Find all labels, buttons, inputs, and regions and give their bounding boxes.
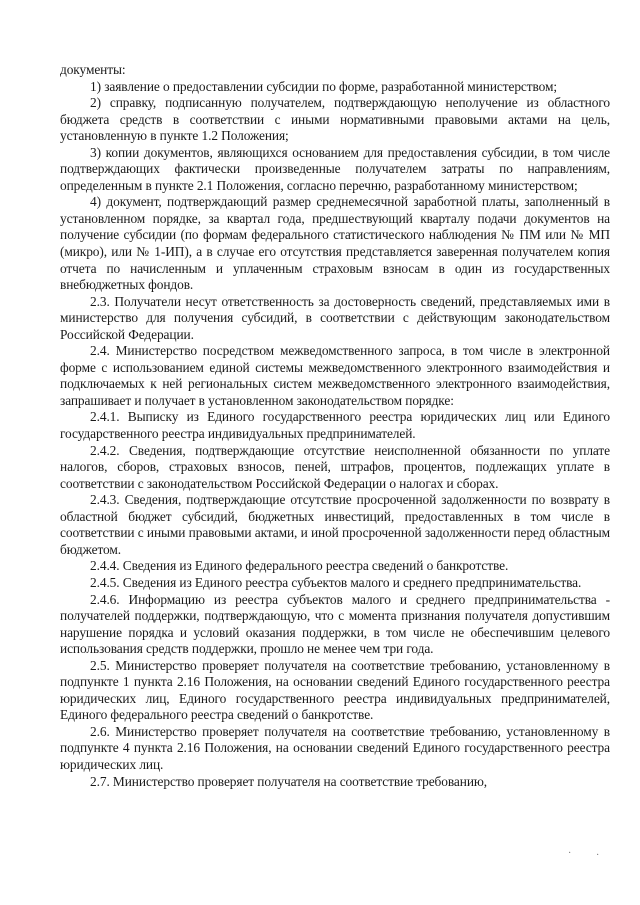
paragraph-2-4-1: 2.4.1. Выписку из Единого государственного реестра юридических лиц или Единого государственного реестра индивидуальных предпринимателей. bbox=[60, 409, 610, 442]
paragraph-2-4-6: 2.4.6. Информацию из реестра субъектов малого и среднего предпринимательства - получателей поддержки, подтверждающую, что с момента признания получателя допустившим нарушение порядка и условий оказания поддержки, в том числе не обеспечившим целевого использования средств поддержки, прошло не менее чем три года. bbox=[60, 591, 610, 657]
paragraph-2-7: 2.7. Министерство проверяет получателя на соответствие требованию, bbox=[90, 773, 488, 789]
paragraph-2-4: 2.4. Министерство посредством межведомственного запроса, в том числе в электронной форме с использованием единой системы межведомственного электронного взаимодействия и подключаемых к ней региональных систем межведомственного электронного взаимодействия, запрашивает и получает в установленном законодательством порядке: bbox=[60, 343, 610, 408]
paragraph-2-4-5: 2.4.5. Сведения из Единого реестра субъектов малого и среднего предпринимательства. bbox=[90, 574, 582, 590]
paragraph-2-4-2: 2.4.2. Сведения, подтверждающие отсутствие неисполненной обязанности по уплате налогов, сборов, страховых взносов, пеней, штрафов, процентов, подлежащих уплате в соответствии с законодательством Российской Федерации о налогах и сборах. bbox=[60, 442, 610, 491]
document-body bbox=[60, 62, 610, 790]
paragraph-2-6: 2.6. Министерство проверяет получателя на соответствие требованию, установленному в подпункте 4 пункта 2.16 Положения, на основании сведений Единого государственного реестра юридических лиц. bbox=[60, 723, 610, 772]
paragraph-item-1: 1) заявление о предоставлении субсидии по форме, разработанной министерством; bbox=[90, 78, 557, 94]
scan-speck: · bbox=[596, 850, 600, 861]
scan-speck: · bbox=[568, 848, 572, 859]
paragraph-2-3: 2.3. Получатели несут ответственность за достоверность сведений, представляемых ими в министерство для получения субсидий, в соответствии с действующим законодательством Российской Федерации. bbox=[60, 293, 610, 342]
paragraph-2-5: 2.5. Министерство проверяет получателя на соответствие требованию, установленному в подпункте 1 пункта 2.16 Положения, на основании сведений Единого государственного реестра юридических лиц, Единого государственного реестра индивидуальных предпринимателей, Единого федерального реестра сведений о банкротстве. bbox=[60, 657, 610, 723]
paragraph-item-4: 4) документ, подтверждающий размер среднемесячной заработной платы, заполненный в установленном порядке, за квартал года, предшествующий кварталу подачи документов на получение субсидии (по формам федерального статистического наблюдения № ПМ или № МП (микро), или № 1-ИП), а в случае его отсутствия представляется заверенная получателем копия отчета по начисленным и уплаченным страховым взносам в один из государственных внебюджетных фондов. bbox=[60, 194, 610, 293]
paragraph-item-3: 3) копии документов, являющихся основанием для предоставления субсидии, в том числе подтверждающих фактически произведенные получателем затраты по направлениям, определенным в пункте 2.1 Положения, согласно перечню, разработанному министерством; bbox=[60, 144, 610, 193]
paragraph-documents-intro: документы: bbox=[60, 62, 126, 77]
paragraph-2-4-3: 2.4.3. Сведения, подтверждающие отсутствие просроченной задолженности по возврату в областной бюджет субсидий, бюджетных инвестиций, предоставленных в том числе в соответствии с иными правовыми актами, и иной просроченной задолженности перед областным бюджетом. bbox=[60, 492, 610, 557]
paragraph-item-2: 2) справку, подписанную получателем, подтверждающую неполучение из областного бюджета средств в соответствии с иными нормативными правовыми актами на цель, установленную в пункте 1.2 Положения; bbox=[60, 95, 610, 144]
paragraph-2-4-4: 2.4.4. Сведения из Единого федерального реестра сведений о банкротстве. bbox=[90, 558, 509, 574]
